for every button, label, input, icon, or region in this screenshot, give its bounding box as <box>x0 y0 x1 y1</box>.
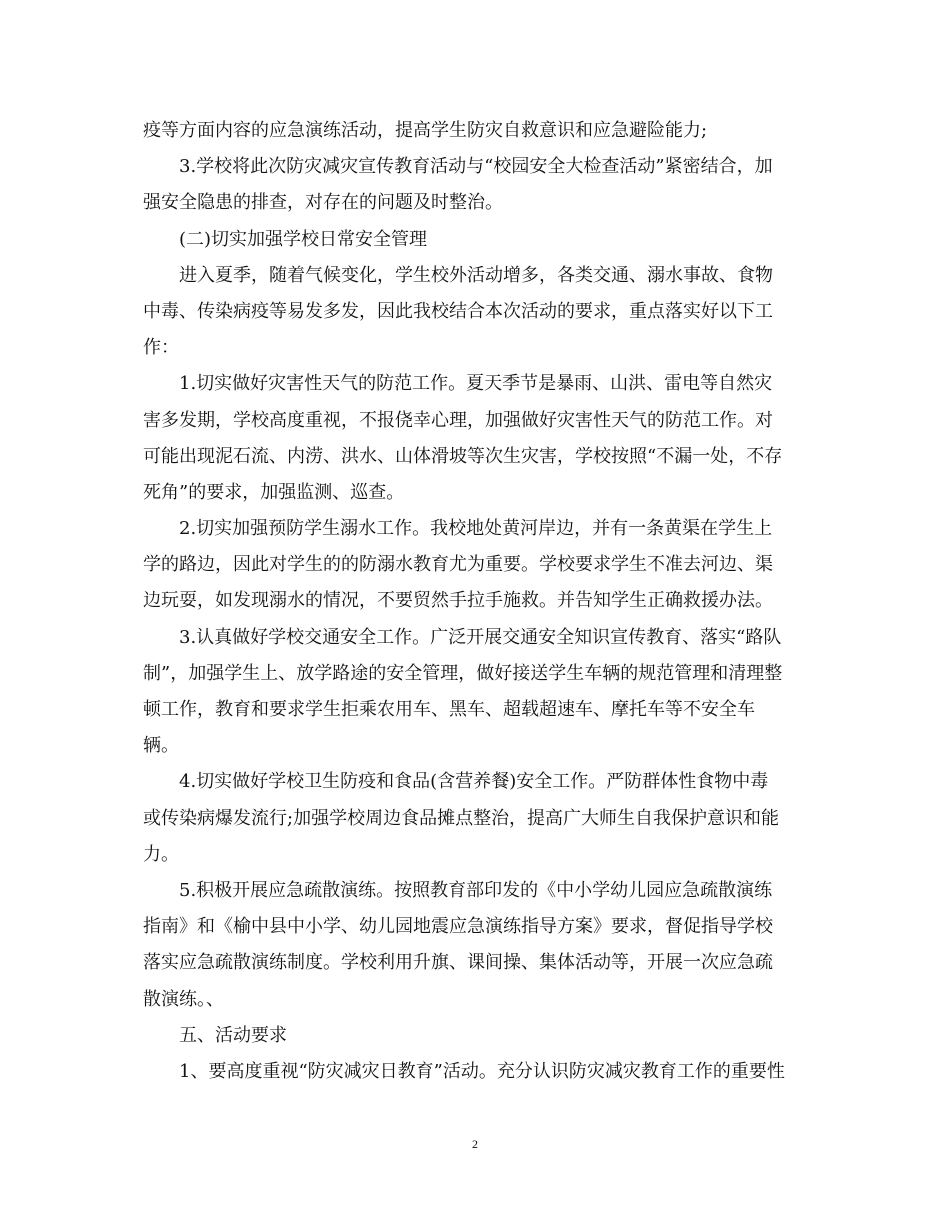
text-line: 辆。 <box>143 735 179 757</box>
text-line: 五、活动要求 <box>179 1024 287 1046</box>
text-line: 死角”的要求，加强监测、巡查。 <box>143 481 405 503</box>
text-line: 散演练。、 <box>143 988 224 1010</box>
text-line: 可能出现泥石流、内涝、洪水、山体滑坡等次生灾害，学校按照“不漏一处，不存 <box>143 445 783 467</box>
text-line: 疫等方面内容的应急演练活动，提高学生防灾自救意识和应急避险能力; <box>143 120 708 141</box>
text-line: 4.切实做好学校卫生防疫和食品(含营养餐)安全工作。严防群体性食物中毒 <box>179 771 769 793</box>
text-line: 落实应急疏散演练制度。学校利用升旗、课间操、集体活动等，开展一次应急疏 <box>143 952 773 974</box>
page-number: 2 <box>472 1137 478 1151</box>
text-line: 强安全隐患的排查，对存在的问题及时整治。 <box>143 192 503 214</box>
text-line: 指南》和《榆中县中小学、幼儿园地震应急演练指导方案》要求，督促指导学校 <box>143 916 773 938</box>
text-line: 或传染病爆发流行;加强学校周边食品摊点整治，提高广大师生自我保护意识和能 <box>143 807 780 829</box>
text-line: 1、要高度重视“防灾减灾日教育”活动。充分认识防灾减灾教育工作的重要性 <box>179 1060 785 1082</box>
text-line: 1.切实做好灾害性天气的防范工作。夏天季节是暴雨、山洪、雷电等自然灾 <box>179 373 773 395</box>
text-line: 学的路边，因此对学生的的防溺水教育尤为重要。学校要求学生不准去河边、渠 <box>143 554 773 576</box>
text-line: 作： <box>143 337 179 359</box>
text-line: 害多发期，学校高度重视，不报侥幸心理，加强做好灾害性天气的防范工作。对 <box>143 409 773 431</box>
text-line: 3.认真做好学校交通安全工作。广泛开展交通安全知识宣传教育、落实“路队 <box>179 626 782 648</box>
text-line: 2.切实加强预防学生溺水工作。我校地处黄河岸边，并有一条黄渠在学生上 <box>179 518 773 540</box>
text-line: 顿工作，教育和要求学生拒乘农用车、黑车、超载超速车、摩托车等不安全车 <box>143 699 755 720</box>
text-line: 进入夏季，随着气候变化，学生校外活动增多，各类交通、溺水事故、食物 <box>179 264 773 286</box>
document-body <box>143 113 808 1090</box>
text-line: 3.学校将此次防灾减灾宣传教育活动与“校园安全大检查活动”紧密结合，加 <box>179 156 773 178</box>
text-line: 边玩耍，如发现溺水的情况，不要贸然手拉手施救。并告知学生正确救援办法。 <box>143 590 773 612</box>
text-line: 制”，加强学生上、放学路途的安全管理，做好接送学生车辆的规范管理和清理整 <box>143 662 783 684</box>
text-line: (二)切实加强学校日常安全管理 <box>179 228 428 250</box>
text-line: 5.积极开展应急疏散演练。按照教育部印发的《中小学幼儿园应急疏散演练 <box>179 879 773 901</box>
text-line: 力。 <box>143 843 179 865</box>
text-line: 中毒、传染病疫等易发多发，因此我校结合本次活动的要求，重点落实好以下工 <box>143 300 773 322</box>
